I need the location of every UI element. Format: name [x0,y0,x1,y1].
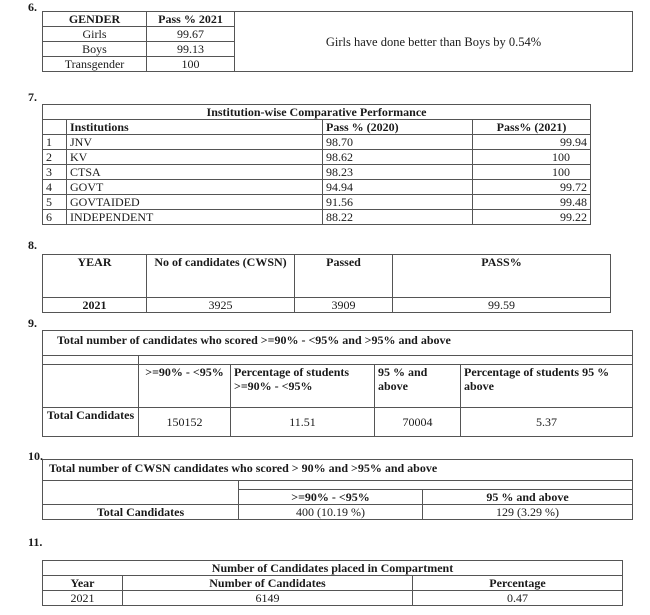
pass-cell: 99.13 [147,42,235,57]
section-number-11: 11. [28,535,43,549]
section-number-7: 7. [28,90,37,104]
row-number: 5 [43,195,67,210]
table-row [43,120,591,135]
institution-table [42,104,591,225]
gender-table [42,11,633,72]
table-row [43,356,633,365]
table-row [43,576,623,591]
candidates-value: 6149 [123,591,413,606]
table-row [43,591,623,606]
table-row [43,150,591,165]
table-row [43,460,633,481]
blank-cell [43,365,139,408]
table-row [43,12,633,27]
header-number-of-candidates: Number of Candidates [123,576,413,591]
year-value: 2021 [43,591,123,606]
table-row [43,210,591,225]
percent-90-95: 11.51 [231,408,375,437]
row-number: 4 [43,180,67,195]
pass-2021-value: 99.94 [473,135,591,150]
header-pass-2021: Pass% (2021) [473,120,591,135]
section-number-9: 9. [28,316,37,330]
institution-name: INDEPENDENT [67,210,323,225]
pass-2021-value: 99.48 [473,195,591,210]
cwsn-pass-table [42,254,611,313]
table-row [43,105,591,120]
header-pass-2020: Pass % (2020) [323,120,473,135]
pass-2021-value: 99.22 [473,210,591,225]
row-number: 6 [43,210,67,225]
institution-name: GOVT [67,180,323,195]
passed-value: 3909 [295,298,393,313]
section-number-6: 6. [28,0,37,14]
row-number: 3 [43,165,67,180]
value-95-above: 70004 [375,408,461,437]
table-row [43,481,633,490]
header-percent-95-above: Percentage of students 95 % above [461,365,633,408]
table-row [43,365,633,408]
year-value: 2021 [43,298,147,313]
header-gender: GENDER [43,12,147,27]
header-90-95: >=90% - <95% [139,365,231,408]
blank-cell [43,120,67,135]
table-row [43,331,633,356]
pass-percent-value: 99.59 [393,298,611,313]
institution-name: KV [67,150,323,165]
table-row [43,255,611,298]
pass-2021-value: 100 [473,165,591,180]
institution-name: CTSA [67,165,323,180]
value-95-above: 129 (3.29 %) [423,504,633,519]
blank-cell [239,481,633,490]
candidates-value: 3925 [147,298,295,313]
percent-95-above: 5.37 [461,408,633,437]
pass-cell: 99.67 [147,27,235,42]
value-90-95: 150152 [139,408,231,437]
header-no-of-candidates: No of candidates (CWSN) [147,255,295,298]
gender-note: Girls have done better than Boys by 0.54% [235,12,633,72]
header-95-above: 95 % and above [375,365,461,408]
table-row [43,298,611,313]
pass-2021-value: 100 [473,150,591,165]
cwsn-high-score-title: Total number of CWSN candidates who scored > 90% and >95% and above [43,460,633,481]
row-label-total: Total Candidates [43,504,239,519]
blank-cell [43,356,139,365]
table-row [43,489,633,504]
percentage-value: 0.47 [413,591,623,606]
compartment-table [42,560,623,606]
blank-cell [43,489,239,504]
header-percentage: Percentage [413,576,623,591]
table-row [43,408,633,437]
header-year: YEAR [43,255,147,298]
blank-cell [43,481,239,490]
table-row [43,561,623,576]
gender-cell: Girls [43,27,147,42]
cwsn-high-score-table [42,459,633,520]
row-label-total: Total Candidates [43,408,139,437]
header-institutions: Institutions [67,120,323,135]
pass-2020-value: 98.62 [323,150,473,165]
header-passed: Passed [295,255,393,298]
compartment-title: Number of Candidates placed in Compartment [43,561,623,576]
institution-table-title: Institution-wise Comparative Performance [43,105,591,120]
table-row [43,165,591,180]
high-score-title: Total number of candidates who scored >=90% - <95% and >95% and above [43,331,633,356]
row-number: 1 [43,135,67,150]
header-pass-2021: Pass % 2021 [147,12,235,27]
table-row [43,135,591,150]
pass-2021-value: 99.72 [473,180,591,195]
section-number-10: 10. [28,449,43,463]
high-score-table [42,330,633,437]
pass-2020-value: 98.70 [323,135,473,150]
section-number-8: 8. [28,238,37,252]
institution-name: GOVTAIDED [67,195,323,210]
institution-name: JNV [67,135,323,150]
value-90-95: 400 (10.19 %) [239,504,423,519]
table-row [43,180,591,195]
gender-cell: Boys [43,42,147,57]
pass-2020-value: 91.56 [323,195,473,210]
gender-cell: Transgender [43,57,147,72]
header-percent-90-95: Percentage of students >=90% - <95% [231,365,375,408]
header-pass-percent: PASS% [393,255,611,298]
header-year: Year [43,576,123,591]
pass-2020-value: 94.94 [323,180,473,195]
table-row [43,195,591,210]
pass-cell: 100 [147,57,235,72]
pass-2020-value: 98.23 [323,165,473,180]
header-90-95: >=90% - <95% [239,489,423,504]
table-row [43,504,633,519]
pass-2020-value: 88.22 [323,210,473,225]
blank-cell [139,356,633,365]
header-95-above: 95 % and above [423,489,633,504]
row-number: 2 [43,150,67,165]
